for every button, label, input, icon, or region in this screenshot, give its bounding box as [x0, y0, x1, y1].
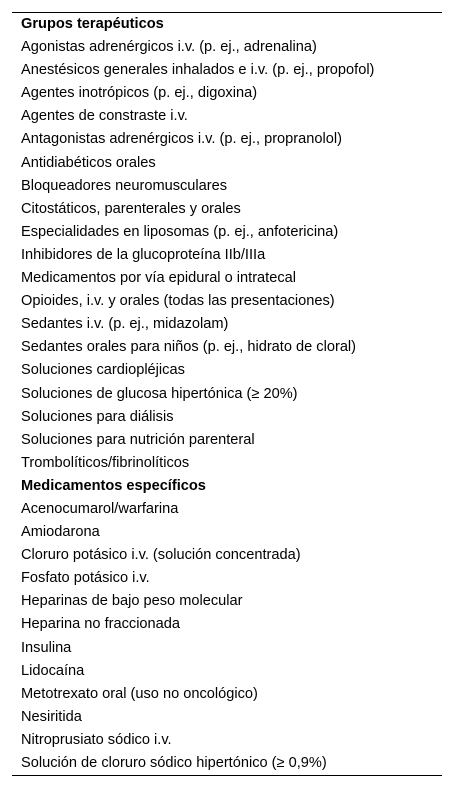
list-item: Sedantes orales para niños (p. ej., hidrato de cloral)	[21, 339, 357, 356]
section-heading: Grupos terapéuticos	[21, 16, 164, 32]
list-item: Soluciones para nutrición parenteral	[21, 431, 255, 448]
list-item: Soluciones cardiopléjicas	[21, 362, 185, 379]
list-item: Metotrexato oral (uso no oncológico)	[21, 685, 258, 702]
list-item: Nesiritida	[21, 708, 82, 725]
list-item: Antagonistas adrenérgicos i.v. (p. ej., propranolol)	[21, 131, 342, 148]
list-item: Sedantes i.v. (p. ej., midazolam)	[21, 316, 229, 333]
list-item: Heparina no fraccionada	[21, 616, 181, 633]
list-item: Insulina	[21, 639, 72, 656]
section-specific-medications	[12, 475, 442, 775]
list-item: Cloruro potásico i.v. (solución concentrada)	[21, 547, 301, 564]
list-item: Medicamentos por vía epidural o intratecal	[21, 270, 296, 287]
list-item: Fosfato potásico i.v.	[21, 570, 150, 587]
list-item: Agonistas adrenérgicos i.v. (p. ej., adrenalina)	[21, 39, 317, 56]
list-item: Heparinas de bajo peso molecular	[21, 593, 243, 610]
list-item: Bloqueadores neuromusculares	[21, 177, 228, 194]
list-item: Amiodarona	[21, 524, 100, 541]
list-item: Inhibidores de la glucoproteína IIb/IIIa	[21, 246, 266, 263]
list-item: Soluciones de glucosa hipertónica (≥ 20%)	[21, 385, 298, 402]
medication-table	[12, 12, 442, 776]
section-heading: Medicamentos específicos	[21, 477, 206, 494]
list-item: Nitroprusiato sódico i.v.	[21, 731, 172, 748]
list-item: Agentes de constraste i.v.	[21, 108, 188, 125]
list-item: Soluciones para diálisis	[21, 408, 174, 425]
list-item: Acenocumarol/warfarina	[21, 500, 179, 517]
list-item: Lidocaína	[21, 662, 85, 679]
section-therapeutic-groups	[12, 13, 442, 475]
list-item: Citostáticos, parenterales y orales	[21, 200, 241, 217]
list-item: Antidiabéticos orales	[21, 154, 156, 171]
list-item: Trombolíticos/fibrinolíticos	[21, 454, 190, 471]
list-item: Anestésicos generales inhalados e i.v. (p. ej., propofol)	[21, 62, 375, 79]
list-item: Especialidades en liposomas (p. ej., anfotericina)	[21, 223, 339, 240]
list-item: Solución de cloruro sódico hipertónico (≥ 0,9%)	[21, 755, 327, 771]
list-item: Opioides, i.v. y orales (todas las presentaciones)	[21, 293, 335, 310]
list-item: Agentes inotrópicos (p. ej., digoxina)	[21, 85, 258, 102]
